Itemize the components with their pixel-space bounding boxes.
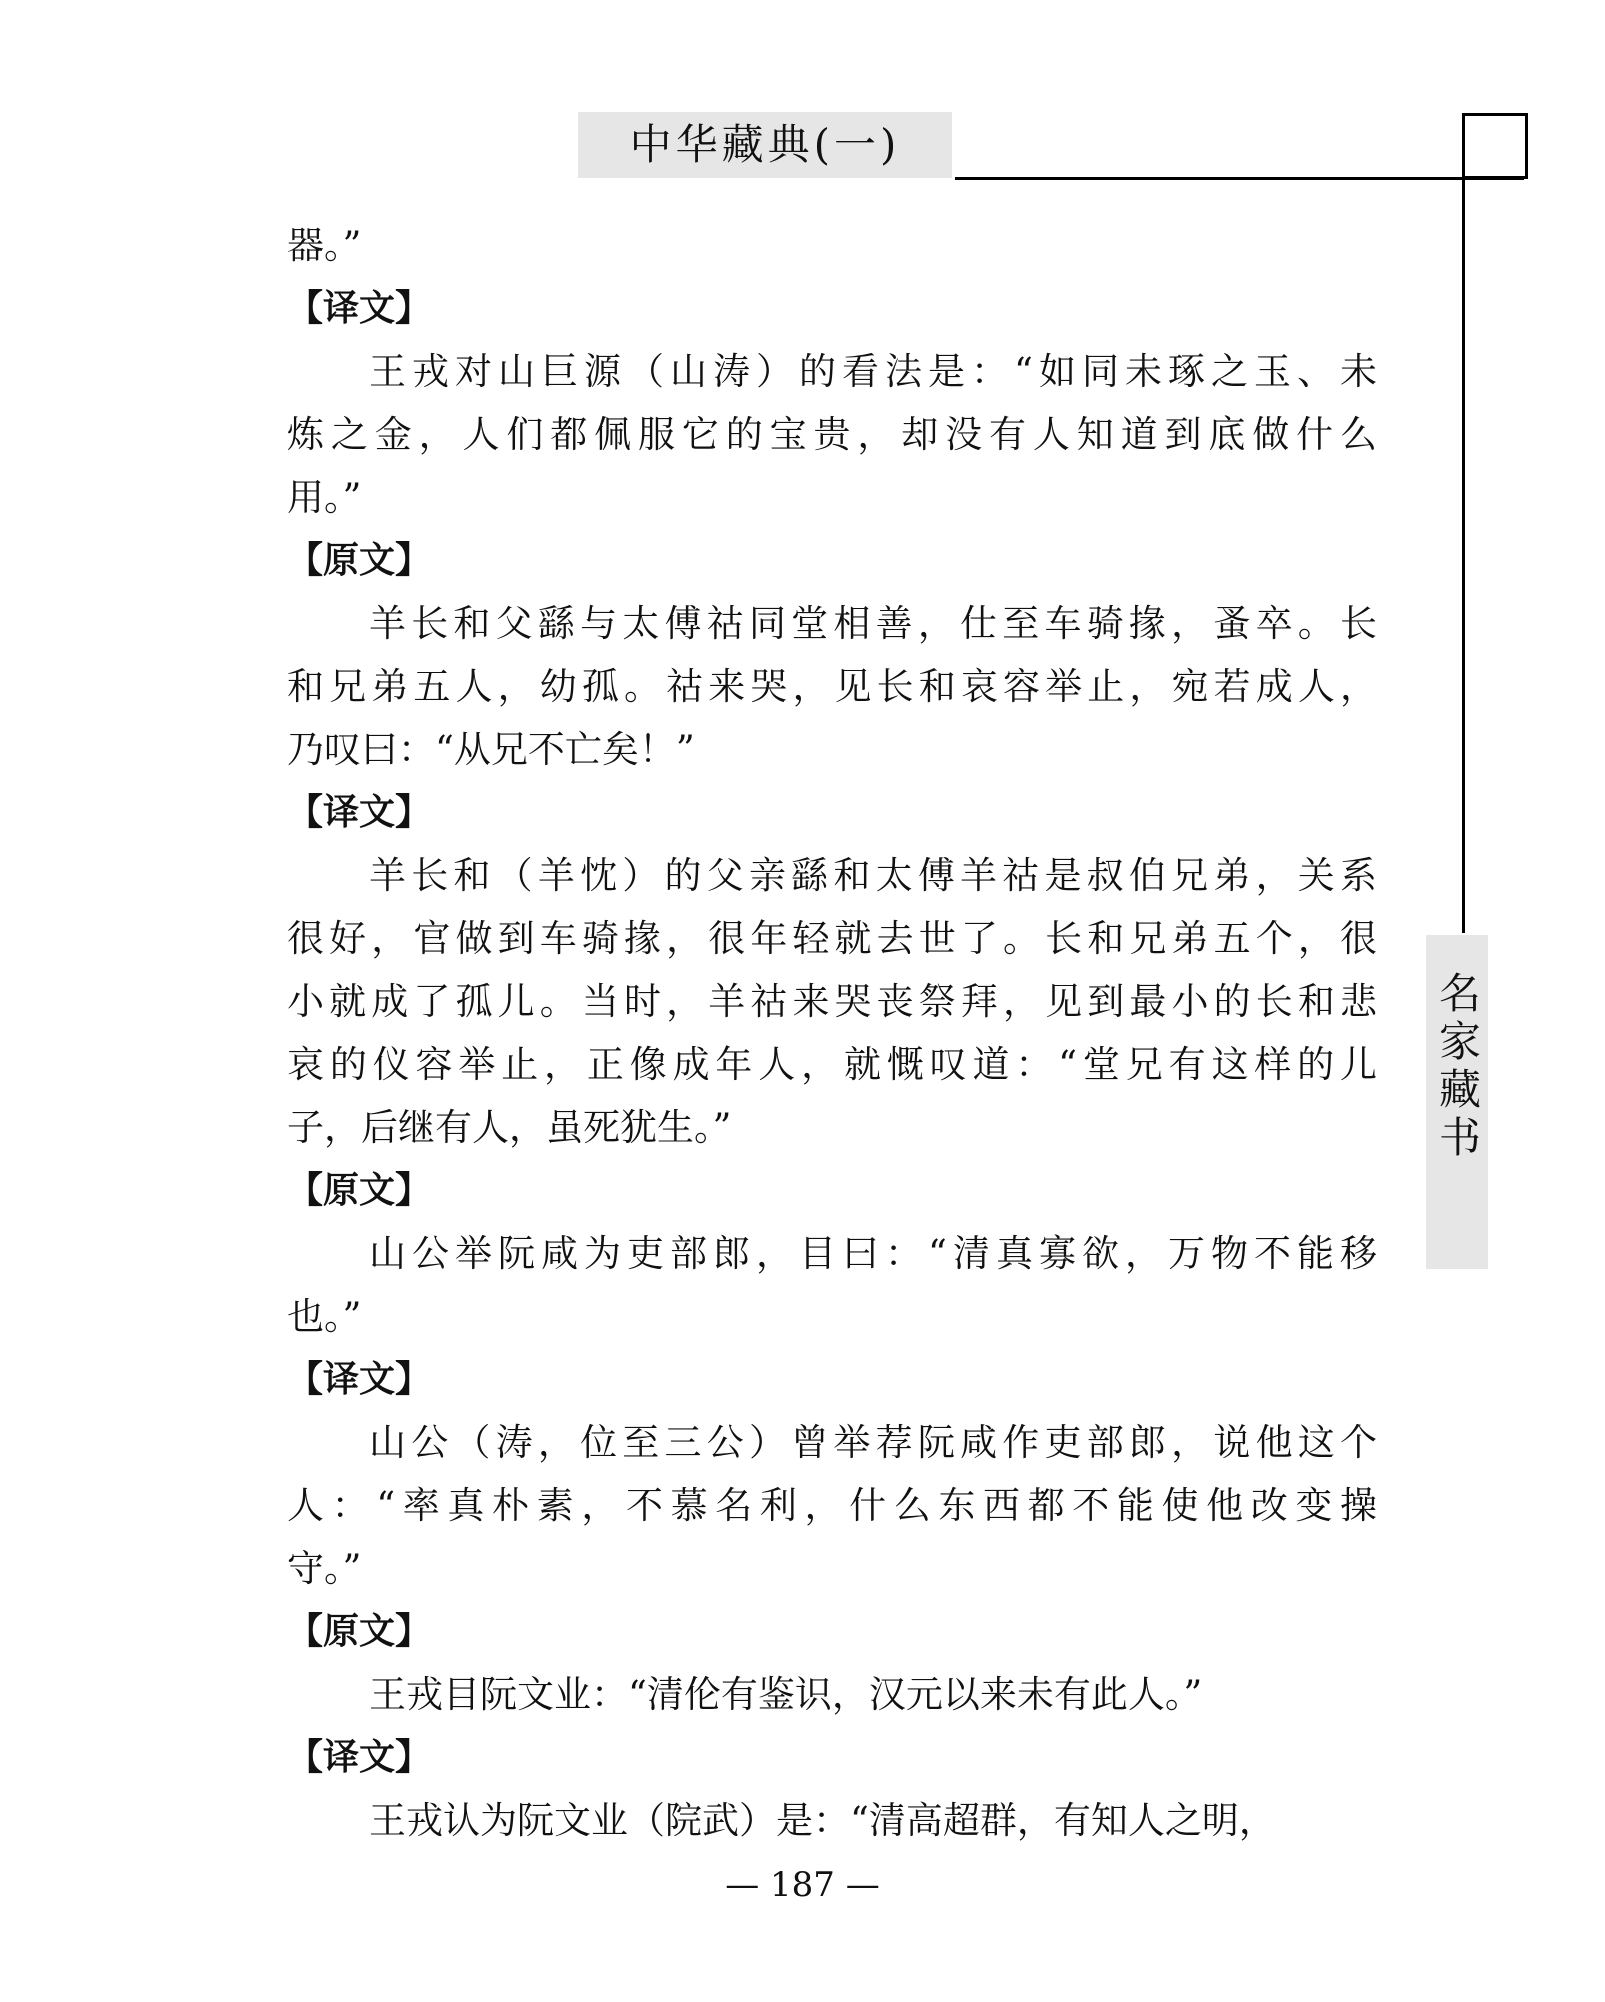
section-label: 【译文】 xyxy=(287,1737,432,1778)
page-body xyxy=(287,214,1377,1852)
text-line: 山公（涛，位至三公）曾举荐阮咸作吏部郎，说他这个 xyxy=(369,1421,1377,1464)
text-line: 王戎目阮文业：“清伦有鉴识，汉元以来未有此人。” xyxy=(369,1673,1203,1716)
page-number: — 187 — xyxy=(725,1865,880,1905)
text-line: 和兄弟五人，幼孤。祜来哭，见长和哀容举止，宛若成人， xyxy=(287,665,1377,708)
paragraph xyxy=(287,340,1377,529)
paragraph xyxy=(287,214,1377,277)
text-line: 乃叹曰：“从兄不亡矣！” xyxy=(287,728,695,771)
text-line: 哀的仪容举止，正像成年人，就慨叹道：“堂兄有这样的儿 xyxy=(287,1043,1377,1086)
text-line: 也。” xyxy=(287,1295,362,1338)
section-label: 【译文】 xyxy=(287,288,432,329)
text-line: 守。” xyxy=(287,1547,362,1590)
side-tab xyxy=(1426,935,1488,1269)
corner-box-ornament xyxy=(1462,113,1528,179)
section-label: 【原文】 xyxy=(287,1170,432,1211)
text-line: 羊长和（羊忱）的父亲繇和太傅羊祜是叔伯兄弟，关系 xyxy=(369,854,1377,897)
paragraph xyxy=(287,1222,1377,1348)
paragraph xyxy=(287,1411,1377,1600)
text-line: 王戎对山巨源（山涛）的看法是：“如同未琢之玉、未 xyxy=(369,350,1377,393)
paragraph xyxy=(287,1663,1377,1726)
text-line: 很好，官做到车骑掾，很年轻就去世了。长和兄弟五个，很 xyxy=(287,917,1377,960)
section-label: 【原文】 xyxy=(287,1611,432,1652)
text-line: 人：“率真朴素，不慕名利，什么东西都不能使他改变操 xyxy=(287,1484,1377,1527)
text-line: 炼之金，人们都佩服它的宝贵，却没有人知道到底做什么 xyxy=(287,413,1377,456)
text-line: 子，后继有人，虽死犹生。” xyxy=(287,1106,732,1149)
paragraph xyxy=(287,844,1377,1159)
text-line: 器。” xyxy=(287,224,362,267)
text-line: 羊长和父繇与太傅祜同堂相善，仕至车骑掾，蚤卒。长 xyxy=(369,602,1377,645)
paragraph xyxy=(287,1789,1377,1852)
section-label: 【原文】 xyxy=(287,540,432,581)
paragraph xyxy=(287,592,1377,781)
side-tab-label: 名家藏书 xyxy=(1433,971,1482,1163)
side-rule xyxy=(1462,113,1465,933)
text-line: 王戎认为阮文业（院武）是：“清高超群，有知人之明， xyxy=(369,1799,1276,1842)
running-header-title: 中华藏典(一) xyxy=(578,112,952,178)
text-line: 山公举阮咸为吏部郎，目曰：“清真寡欲，万物不能移 xyxy=(369,1232,1377,1275)
header-rule xyxy=(955,177,1524,180)
text-line: 用。” xyxy=(287,476,362,519)
section-label: 【译文】 xyxy=(287,792,432,833)
text-line: 小就成了孤儿。当时，羊祜来哭丧祭拜，见到最小的长和悲 xyxy=(287,980,1377,1023)
section-label: 【译文】 xyxy=(287,1359,432,1400)
